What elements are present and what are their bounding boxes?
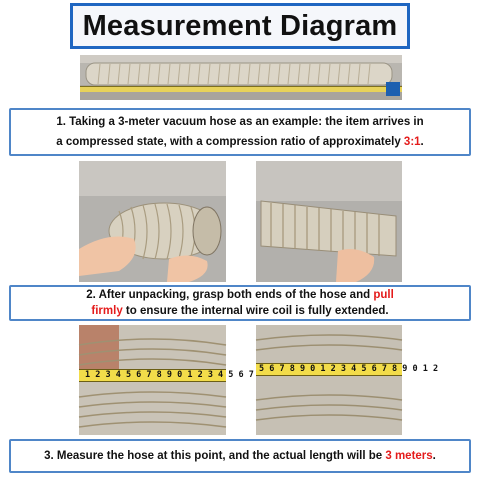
step1-line2-prefix: a compressed state, with a compression ratio of approximately bbox=[56, 136, 404, 148]
compression-ratio-highlight: 3:1 bbox=[403, 136, 421, 148]
tape-digits-left: 1 2 3 4 5 6 7 8 9 0 1 2 3 4 5 6 7 bbox=[85, 370, 254, 380]
measure-photo-right bbox=[256, 325, 439, 435]
step2-line1-prefix: 2. After unpacking, grasp both ends of the hose and bbox=[86, 289, 374, 301]
measure-photo-left bbox=[79, 325, 254, 435]
firmly-highlight: firmly bbox=[91, 305, 123, 317]
step1-line2-suffix: . bbox=[420, 136, 424, 148]
tape-digits-right: 5 6 7 8 9 0 1 2 3 4 5 6 7 8 9 0 1 2 bbox=[259, 364, 439, 374]
step2-line2-suffix: to ensure the internal wire coil is fully extended. bbox=[122, 305, 389, 317]
page-title: Measurement Diagram bbox=[82, 9, 398, 42]
pull-highlight: pull bbox=[373, 289, 394, 301]
grasp-hose-photo-left bbox=[79, 161, 226, 282]
compressed-hose-photo bbox=[80, 55, 402, 100]
step1-line1: 1. Taking a 3-meter vacuum hose as an example: the item arrives in bbox=[56, 116, 424, 128]
grasp-hose-photo-right bbox=[256, 161, 402, 282]
step3-suffix: . bbox=[432, 450, 436, 462]
step3-prefix: 3. Measure the hose at this point, and the actual length will be bbox=[44, 450, 386, 462]
length-highlight: 3 meters bbox=[385, 450, 433, 462]
step3-caption bbox=[9, 439, 471, 473]
title-banner bbox=[70, 3, 410, 49]
step2-caption bbox=[9, 285, 471, 321]
step1-caption bbox=[9, 108, 471, 156]
